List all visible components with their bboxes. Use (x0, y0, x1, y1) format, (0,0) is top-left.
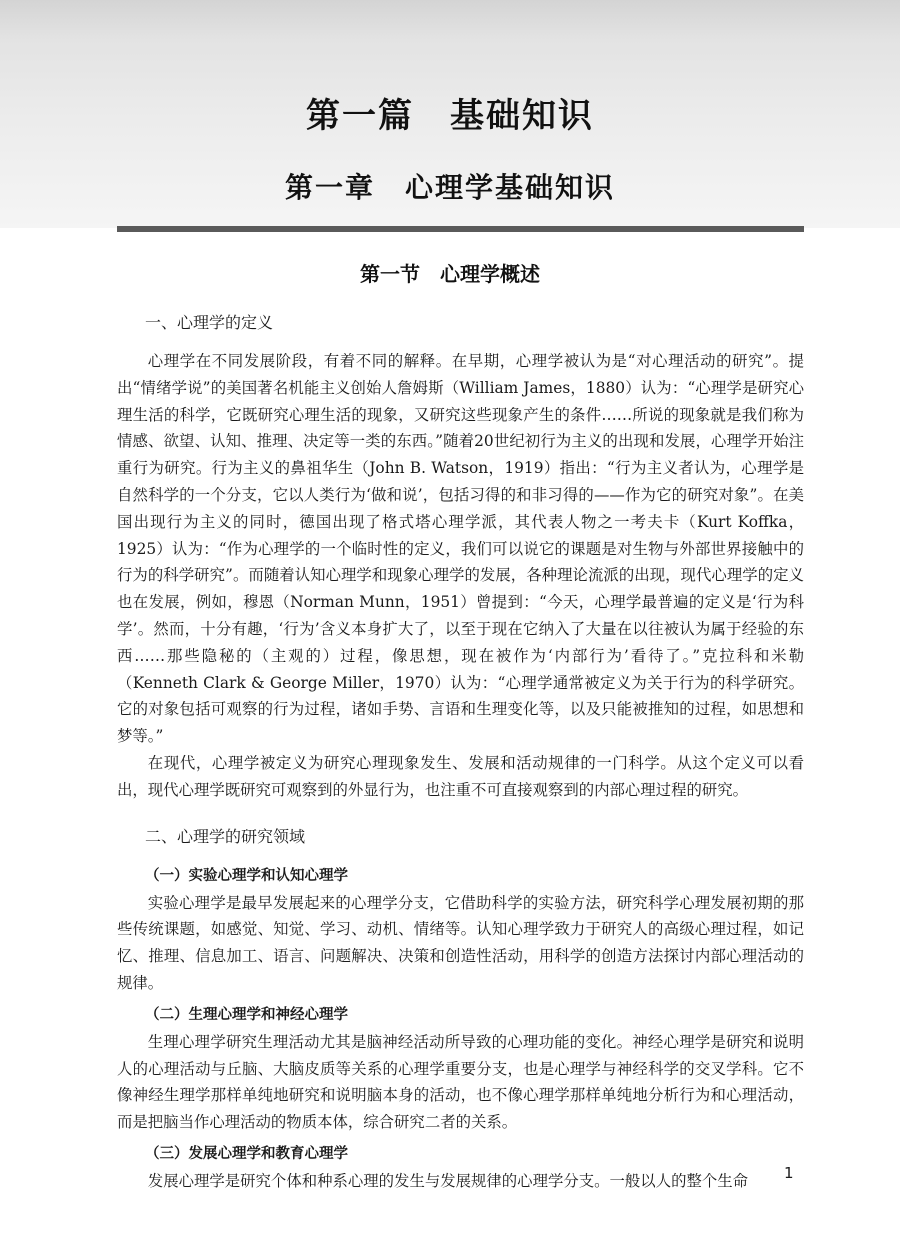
chapter-title: 第一章 心理学基础知识 (284, 171, 615, 204)
paragraph-definition-history: 心理学在不同发展阶段，有着不同的解释。在早期，心理学被认为是“对心理活动的研究”。提出“情绪学说”的美国著名机能主义创始人詹姆斯（William James，1880）认为：“心理学是研究心理生活的科学，它既研究心理生活的现象，又研究这些现象产生的条件……所说的现象就是我们称为情感、欲望、认知、推理、决定等一类的东西。”随着20世纪初行为主义的出现和发展，心理学开始注重行为研究。行为主义的鼻祖华生（John B. Watson，1919）指出：“行为主义者认为，心理学是自然科学的一个分支，它以人类行为‘做和说’，包括习得的和非习得的——作为它的研究对象”。在美国出现行为主义的同时，德国出现了格式塔心理学派，其代表人物之一考夫卡（Kurt Koffka，1925）认为：“作为心理学的一个临时性的定义，我们可以说它的课题是对生物与外部世界接触中的行为的科学研究”。而随着认知心理学和现象心理学的发展，各种理论流派的出现，现代心理学的定义也在发展，例如，穆恩（Norman Munn，1951）曾提到：“今天，心理学最普遍的定义是‘行为科学’。然而，十分有趣，‘行为’含义本身扩大了，以至于现在它纳入了大量在以往被认为属于经验的东西……那些隐秘的（主观的）过程，像思想，现在被作为‘内部行为’看待了。”克拉科和米勒（Kenneth Clark & George Miller，1970）认为：“心理学通常被定义为关于行为的科学研究。它的对象包括可观察的行为过程，诸如手势、言语和生理变化等，以及只能被推知的过程，如思想和梦等。” (117, 352, 804, 746)
part-title: 第一篇 基础知识 (306, 96, 594, 136)
page-number: 1 (784, 1164, 794, 1182)
subheading-experimental-cognitive: （一）实验心理学和认知心理学 (145, 867, 348, 884)
paragraph-experimental-cognitive: 实验心理学是最早发展起来的心理学分支，它借助科学的实验方法，研究科学心理发展初期的那些传统课题，如感觉、知觉、学习、动机、情绪等。认知心理学致力于研究人的高级心理过程，如记忆、推理、信息加工、语言、问题解决、决策和创造性活动，用科学的创造方法探讨内部心理活动的规律。 (117, 893, 804, 992)
subheading-developmental-educational: （三）发展心理学和教育心理学 (145, 1145, 348, 1162)
heading-research-fields: 二、心理学的研究领域 (145, 826, 306, 846)
page-body (117, 308, 804, 1195)
paragraph-modern-definition: 在现代，心理学被定义为研究心理现象发生、发展和活动规律的一门科学。从这个定义可以看出，现代心理学既研究可观察到的外显行为，也注重不可直接观察到的内部心理过程的研究。 (117, 753, 804, 799)
subheading-physiological-neuro: （二）生理心理学和神经心理学 (145, 1006, 348, 1023)
section-title: 第一节 心理学概述 (360, 262, 540, 286)
heading-definition: 一、心理学的定义 (145, 313, 274, 332)
paragraph-developmental: 发展心理学是研究个体和种系心理的发生与发展规律的心理学分支。一般以人的整个生命 (147, 1171, 749, 1190)
paragraph-physiological-neuro: 生理心理学研究生理活动尤其是脑神经活动所导致的心理功能的变化。神经心理学是研究和说明人的心理活动与丘脑、大脑皮质等关系的心理学重要分支，也是心理学与神经科学的交叉学科。它不像神经生理学那样单纯地研究和说明脑本身的活动，也不像心理学那样单纯地分析行为和心理活动，而是把脑当作心理活动的物质本体，综合研究二者的关系。 (117, 1032, 804, 1132)
chapter-divider (117, 226, 804, 232)
